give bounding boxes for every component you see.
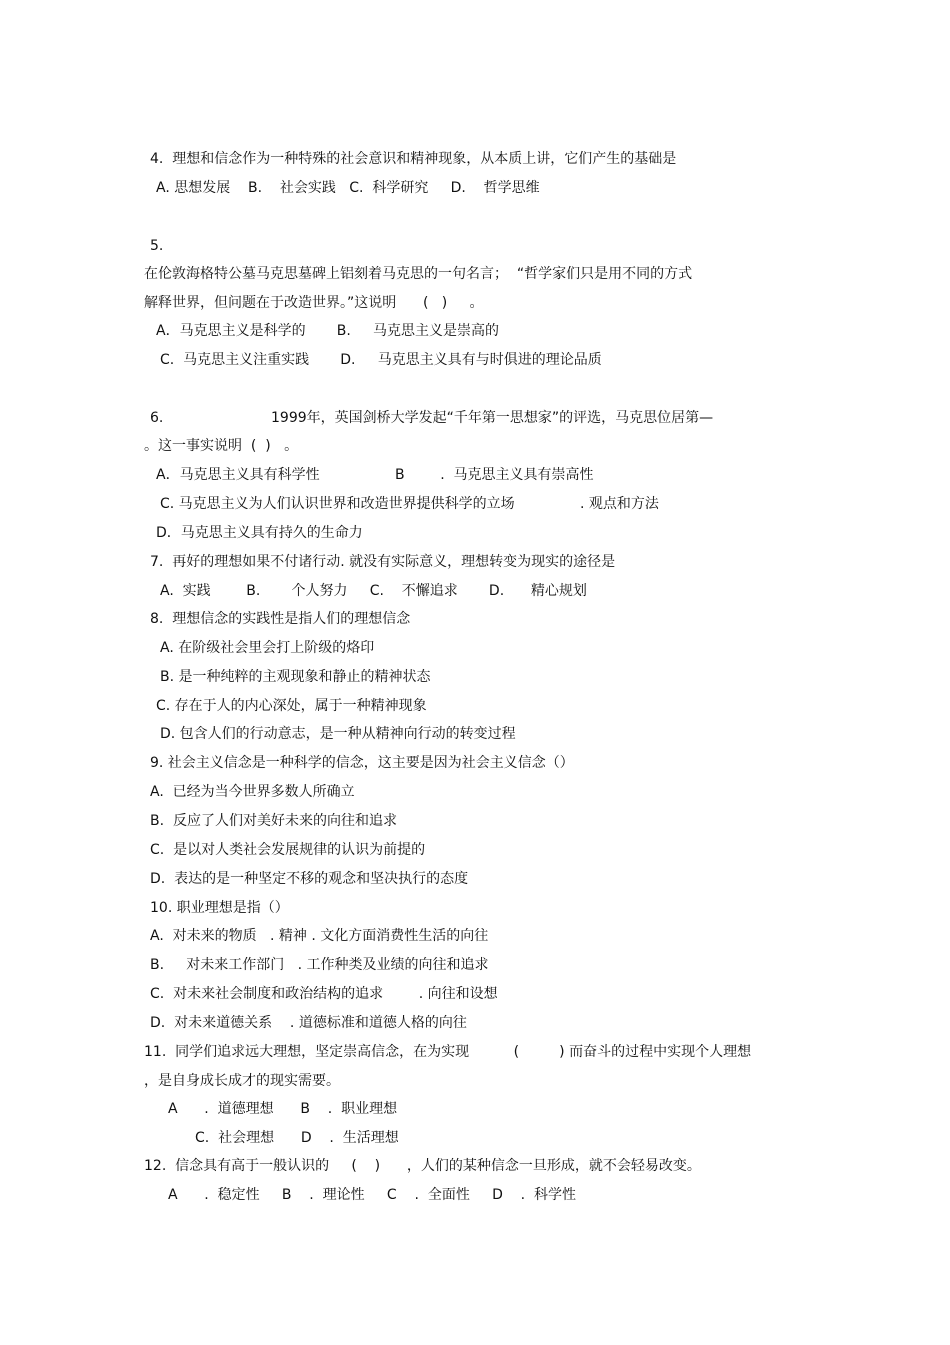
q11-stem-line1: 11. 同学们追求远大理想，坚定崇高信念，在为实现 ( ) 而奋斗的过程中实现个人理想 xyxy=(144,1044,752,1060)
q10-option-a: A. 对未来的物质 . 精神 . 文化方面消费性生活的向往 xyxy=(150,928,489,944)
q6-option-c-cont: . 观点和方法 xyxy=(580,496,659,512)
q8-stem: 8. 理想信念的实践性是指人们的理想信念 xyxy=(150,611,411,627)
q8-option-b: B. 是一种纯粹的主观现象和静止的精神状态 xyxy=(160,669,431,685)
q7-stem: 7. 再好的理想如果不付诸行动. 就没有实际意义，理想转变为现实的途径是 xyxy=(150,554,616,570)
q9-option-d: D. 表达的是一种坚定不移的观念和坚决执行的态度 xyxy=(150,871,469,887)
q4-options: A. 思想发展 B. 社会实践 C. 科学研究 D. 哲学思维 xyxy=(156,180,540,196)
q5-stem-line2: 解释世界，但问题在于改造世界。”这说明 ( ) 。 xyxy=(144,295,484,311)
q5-options-line2: C. 马克思主义注重实践 D. 马克思主义具有与时俱进的理论品质 xyxy=(160,352,602,368)
q5-number: 5. xyxy=(150,238,164,254)
q10-option-b: B. 对未来工作部门 . 工作种类及业绩的向往和追求 xyxy=(150,957,489,973)
q4-stem: 4. 理想和信念作为一种特殊的社会意识和精神现象，从本质上讲，它们产生的基础是 xyxy=(150,151,677,167)
q8-option-d: D. 包含人们的行动意志，是一种从精神向行动的转变过程 xyxy=(160,726,516,742)
q5-options-line1: A．马克思主义是科学的 B. 马克思主义是崇高的 xyxy=(156,323,500,339)
q5-stem-line1: 在伦敦海格特公墓马克思墓碑上铝刻着马克思的一句名言； “哲学家们只是用不同的方式 xyxy=(144,266,693,282)
q6-option-c: C. 马克思主义为人们认识世界和改造世界提供科学的立场 xyxy=(160,496,515,512)
q6-stem-line1: 1999年，英国剑桥大学发起“千年第一思想家”的评选，马克思位居第— xyxy=(271,410,714,426)
q7-options: A. 实践 B. 个人努力 C. 不懈追求 D. 精心规划 xyxy=(160,583,587,599)
q9-option-b: B. 反应了人们对美好未来的向往和追求 xyxy=(150,813,397,829)
q10-option-c: C. 对未来社会制度和政治结构的追求 . 向往和设想 xyxy=(150,986,498,1002)
q9-stem: 9. 社会主义信念是一种科学的信念，这主要是因为社会主义信念（） xyxy=(150,755,574,771)
q8-option-a: A. 在阶级社会里会打上阶级的烙印 xyxy=(160,640,375,656)
q10-stem: 10. 职业理想是指（） xyxy=(150,900,289,916)
q8-option-c: C. 存在于人的内心深处，属于一种精神现象 xyxy=(156,698,427,714)
q6-option-d: D．马克思主义具有持久的生命力 xyxy=(156,525,363,541)
q9-option-c: C. 是以对人类社会发展规律的认识为前提的 xyxy=(150,842,426,858)
q11-options-line2: C. 社会理想 D . 生活理想 xyxy=(195,1130,399,1146)
q11-options-line1: A . 道德理想 B . 职业理想 xyxy=(168,1101,398,1117)
q9-option-a: A. 已经为当今世界多数人所确立 xyxy=(150,784,355,800)
q12-stem: 12. 信念具有高于一般认识的 ( ) ，人们的某种信念一旦形成，就不会轻易改变。 xyxy=(144,1158,701,1174)
q6-option-a: A．马克思主义具有科学性 xyxy=(156,467,320,483)
q6-number: 6. xyxy=(150,410,164,426)
q12-options: A . 稳定性 B . 理论性 C . 全面性 D . 科学性 xyxy=(168,1187,576,1203)
q10-option-d: D. 对未来道德关系 . 道德标准和道德人格的向往 xyxy=(150,1015,467,1031)
q6-option-b: B . 马克思主义具有崇高性 xyxy=(395,467,594,483)
q11-stem-line2: ，是自身成长成才的现实需要。 xyxy=(144,1073,340,1089)
q6-stem-line2: 。这一事实说明 ( ) 。 xyxy=(144,438,299,454)
